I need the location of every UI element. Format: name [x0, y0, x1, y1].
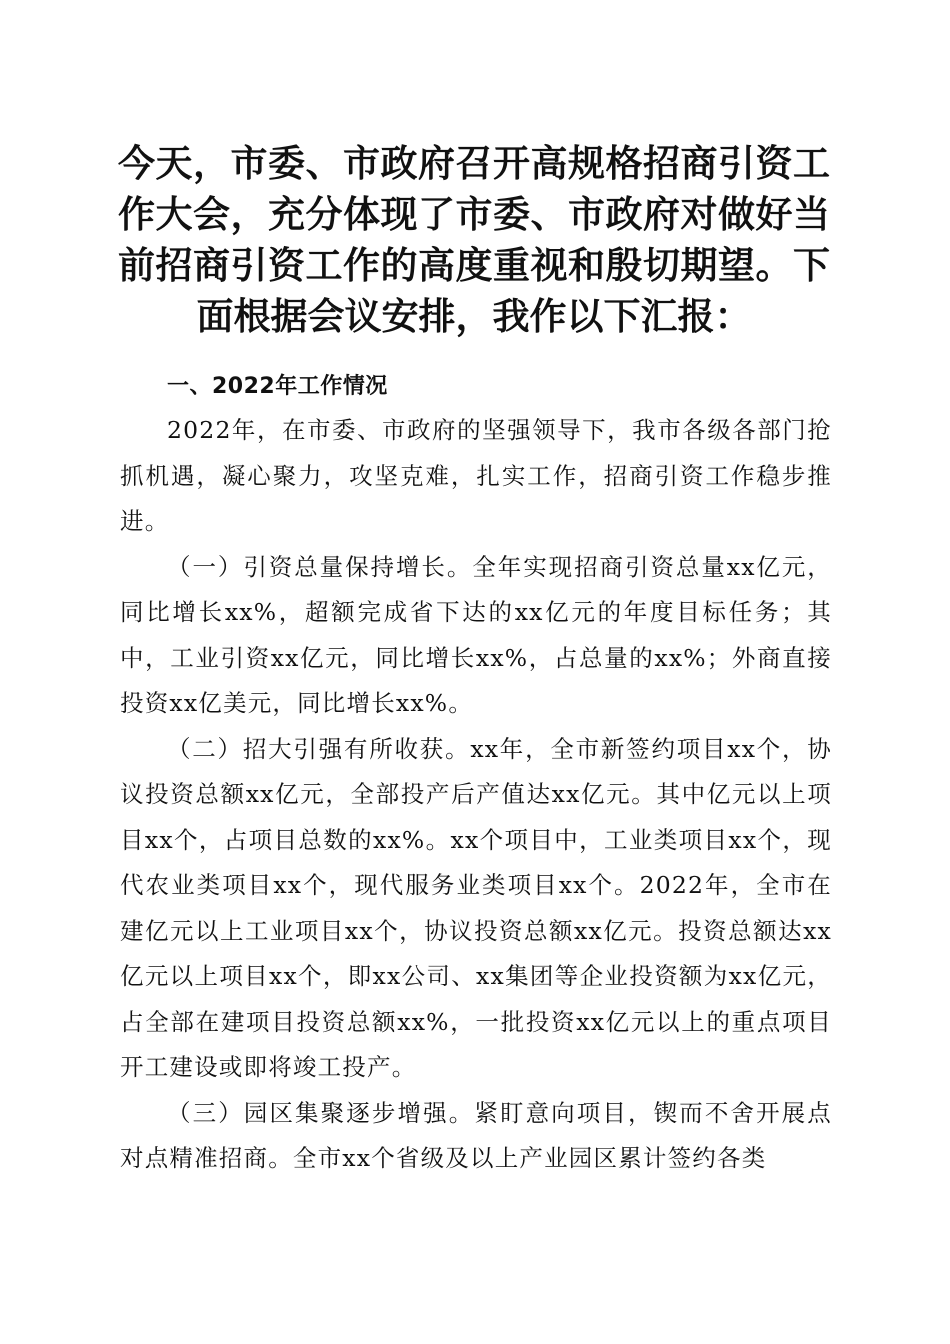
item-body-2: xx年，全市新签约项目xx个，协议投资总额xx亿元，全部投产后产值达xx亿元。其中亿元以上项目xx个，占项目总数的xx%。xx个项目中，工业类项目xx个，现代农业类项目xx个，现代服务业类项目xx个。2022年，全市在建亿元以上工业项目xx个，协议投资总额xx亿元。投资总额达xx亿元以上项目xx个，即xx公司、xx集团等企业投资额为xx亿元，占全部在建项目投资总额xx%，一批投资xx亿元以上的重点项目开工建设或即将竣工投产。	[120, 734, 832, 1081]
item-paragraph-1	[120, 545, 832, 727]
item-title-2: （二）招大引强有所收获。	[167, 734, 471, 763]
section-intro-paragraph: 2022年，在市委、市政府的坚强领导下，我市各级各部门抢抓机遇，凝心聚力，攻坚克难，扎实工作，招商引资工作稳步推进。	[120, 416, 832, 535]
item-body-3: 紧盯意向项目，锲而不舍开展点对点精准招商。全市xx个省级及以上产业园区累计签约各类	[120, 1098, 832, 1172]
item-body-1: 全年实现招商引资总量xx亿元，同比增长xx%，超额完成省下达的xx亿元的年度目标任务；其中，工业引资xx亿元，同比增长xx%，占总量的xx%；外商直接投资xx亿美元，同比增长xx%。	[120, 552, 832, 717]
item-paragraph-3	[120, 1091, 832, 1182]
item-paragraph-2	[120, 727, 832, 1091]
document-body	[120, 366, 832, 1182]
item-title-1: （一）引资总量保持增长。	[167, 552, 473, 581]
document-title: 今天，市委、市政府召开高规格招商引资工作大会，充分体现了市委、市政府对做好当前招商引资工作的高度重视和殷切期望。下面根据会议安排，我作以下汇报：	[118, 141, 830, 338]
item-title-3: （三）园区集聚逐步增强。	[167, 1098, 475, 1127]
section-heading: 一、2022年工作情况	[167, 374, 388, 399]
